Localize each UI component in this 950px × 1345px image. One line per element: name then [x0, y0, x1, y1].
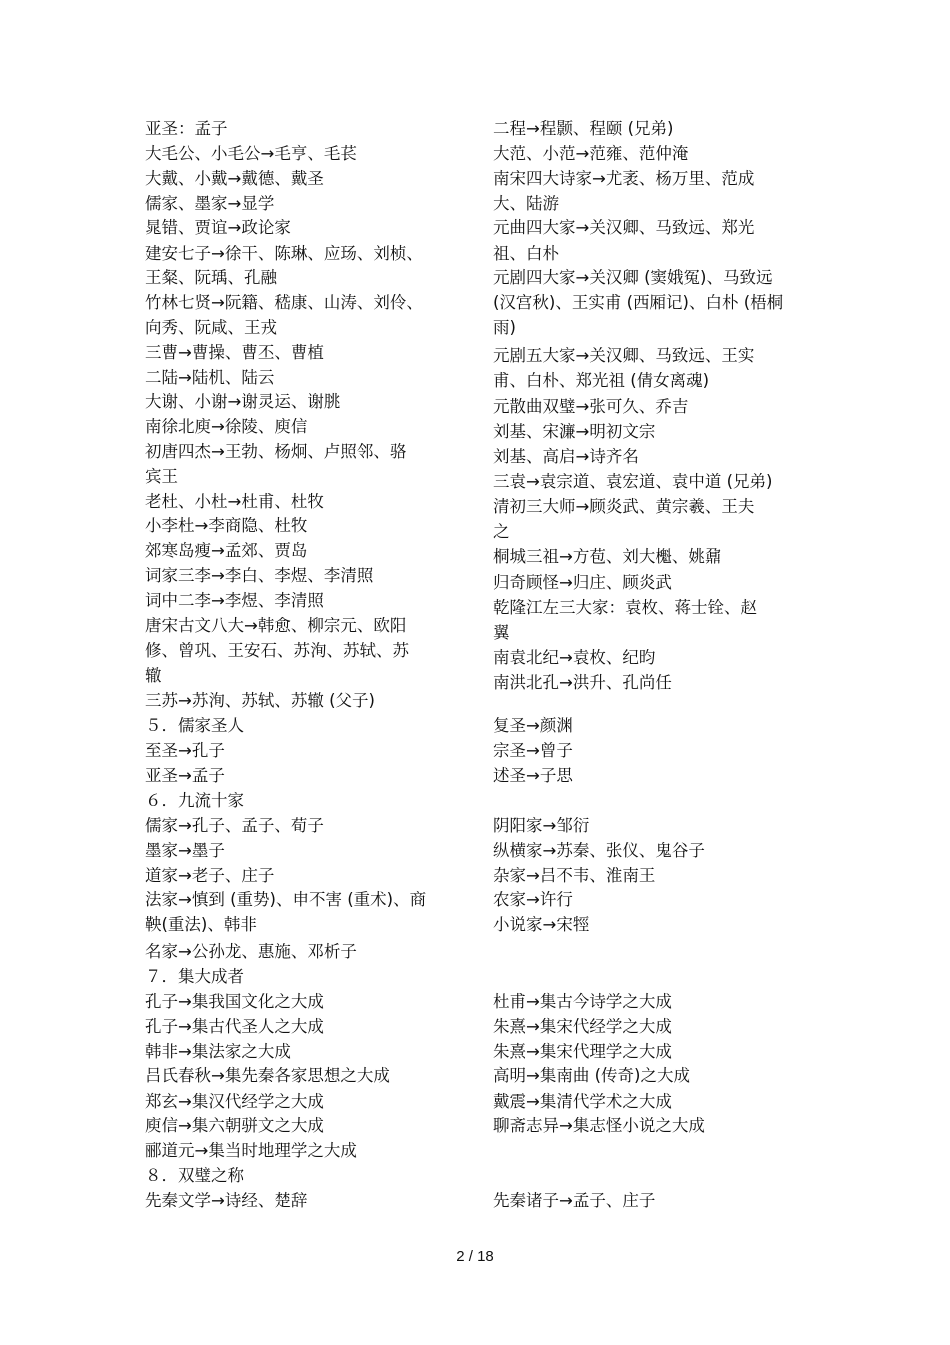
section-heading: ５．儒家圣人: [145, 716, 244, 735]
text-line: 郑玄→集汉代经学之大成: [145, 1092, 324, 1111]
text-line: 宾王: [145, 467, 178, 486]
text-line: 三曹→曹操、曹丕、曹植: [145, 343, 324, 362]
text-line: 翼: [493, 623, 510, 642]
text-line: 大戴、小戴→戴德、戴圣: [145, 169, 324, 188]
section-heading: ８．双璧之称: [145, 1166, 244, 1185]
text-line: 戴震→集清代学术之大成: [493, 1092, 672, 1111]
text-line: 南洪北孔→洪升、孔尚任: [493, 673, 672, 692]
text-line: 词中二李→李煜、李清照: [145, 591, 324, 610]
text-line: 刘基、高启→诗齐名: [493, 447, 639, 466]
text-line: 修、曾巩、王安石、苏洵、苏轼、苏: [145, 641, 409, 660]
text-line: 杂家→吕不韦、淮南王: [493, 866, 656, 885]
text-line: 晁错、贾谊→政论家: [145, 218, 291, 237]
text-line: 竹林七贤→阮籍、嵇康、山涛、刘伶、: [145, 293, 423, 312]
text-line: 辙: [145, 666, 162, 685]
text-line: 元剧五大家→关汉卿、马致远、王实: [493, 346, 755, 365]
text-line: 阴阳家→邹衍: [493, 816, 590, 835]
text-line: 小李杜→李商隐、杜牧: [145, 516, 308, 535]
text-line: 刘基、宋濂→明初文宗: [493, 422, 656, 441]
text-line: 法家→慎到 (重势)、申不害 (重术)、商: [145, 890, 427, 909]
text-line: 元散曲双璧→张可久、乔吉: [493, 397, 689, 416]
text-line: 三袁→袁宗道、袁宏道、袁中道 (兄弟): [493, 472, 773, 491]
text-line: 建安七子→徐干、陈琳、应玚、刘桢、: [145, 244, 423, 263]
text-line: 大毛公、小毛公→毛亨、毛苌: [145, 144, 357, 163]
text-line: 名家→公孙龙、惠施、邓析子: [145, 942, 357, 961]
text-line: 唐宋古文八大→韩愈、柳宗元、欧阳: [145, 616, 407, 635]
text-line: 三苏→苏洵、苏轼、苏辙 (父子): [145, 691, 375, 710]
text-line: 孔子→集古代圣人之大成: [145, 1017, 324, 1036]
text-line: 吕氏春秋→集先秦各家思想之大成: [145, 1066, 390, 1085]
text-line: 郊寒岛瘦→孟郊、贾岛: [145, 541, 308, 560]
text-line: 甫、白朴、郑光祖 (倩女离魂): [493, 371, 710, 390]
text-line: 南徐北庾→徐陵、庾信: [145, 417, 308, 436]
text-line: 先秦诸子→孟子、庄子: [493, 1191, 656, 1210]
text-line: 先秦文学→诗经、楚辞: [145, 1191, 308, 1210]
text-line: 词家三李→李白、李煜、李清照: [145, 566, 374, 585]
text-line: 王粲、阮瑀、孔融: [145, 268, 277, 287]
text-line: 祖、白朴: [493, 244, 559, 263]
text-line: 韩非→集法家之大成: [145, 1042, 291, 1061]
text-line: 南袁北纪→袁枚、纪昀: [493, 648, 656, 667]
text-line: 二陆→陆机、陆云: [145, 368, 275, 387]
text-line: 至圣→孔子: [145, 741, 225, 760]
text-line: 纵横家→苏秦、张仪、鬼谷子: [493, 841, 705, 860]
text-line: 老杜、小杜→杜甫、杜牧: [145, 492, 324, 511]
text-line: 元曲四大家→关汉卿、马致远、郑光: [493, 218, 755, 237]
text-line: 归奇顾怪→归庄、顾炎武: [493, 573, 672, 592]
text-line: 朱熹→集宋代理学之大成: [493, 1042, 672, 1061]
text-line: 郦道元→集当时地理学之大成: [145, 1141, 357, 1160]
text-line: 清初三大师→顾炎武、黄宗羲、王夫: [493, 497, 755, 516]
text-line: 庾信→集六朝骈文之大成: [145, 1116, 324, 1135]
text-line: 道家→老子、庄子: [145, 866, 275, 885]
text-line: 桐城三祖→方苞、刘大櫆、姚鼐: [493, 547, 722, 566]
text-line: 初唐四杰→王勃、杨炯、卢照邻、骆: [145, 442, 407, 461]
section-heading: ７．集大成者: [145, 967, 244, 986]
text-line: 宗圣→曾子: [493, 741, 573, 760]
text-line: 墨家→墨子: [145, 841, 225, 860]
text-line: 复圣→颜渊: [493, 716, 573, 735]
text-line: 杜甫→集古今诗学之大成: [493, 992, 672, 1011]
text-line: 孔子→集我国文化之大成: [145, 992, 324, 1011]
text-line: 大、陆游: [493, 194, 559, 213]
text-line: 高明→集南曲 (传奇)之大成: [493, 1066, 690, 1085]
text-line: 亚圣：孟子: [145, 119, 228, 138]
text-line: 儒家→孔子、孟子、荀子: [145, 816, 324, 835]
text-line: 乾隆江左三大家：袁枚、蒋士铨、赵: [493, 598, 757, 617]
text-line: 二程→程颢、程颐 (兄弟): [493, 119, 674, 138]
text-line: (汉宫秋)、王实甫 (西厢记)、白朴 (梧桐: [493, 293, 784, 312]
text-line: 雨): [493, 318, 516, 337]
text-line: 鞅(重法)、韩非: [145, 915, 257, 934]
text-line: 儒家、墨家→显学: [145, 194, 275, 213]
text-line: 小说家→宋牼: [493, 915, 590, 934]
text-line: 之: [493, 522, 510, 541]
text-line: 聊斋志异→集志怪小说之大成: [493, 1116, 705, 1135]
text-line: 向秀、阮咸、王戎: [145, 318, 277, 337]
section-heading: ６．九流十家: [145, 791, 244, 810]
text-line: 述圣→子思: [493, 766, 573, 785]
text-line: 南宋四大诗家→尤袤、杨万里、范成: [493, 169, 755, 188]
text-line: 农家→许行: [493, 890, 573, 909]
text-line: 大谢、小谢→谢灵运、谢朓: [145, 392, 341, 411]
text-line: 朱熹→集宋代经学之大成: [493, 1017, 672, 1036]
text-line: 元剧四大家→关汉卿 (窦娥冤)、马致远: [493, 268, 773, 287]
text-line: 亚圣→孟子: [145, 766, 225, 785]
page-number: 2 / 18: [456, 1248, 494, 1265]
text-line: 大范、小范→范雍、范仲淹: [493, 144, 689, 163]
